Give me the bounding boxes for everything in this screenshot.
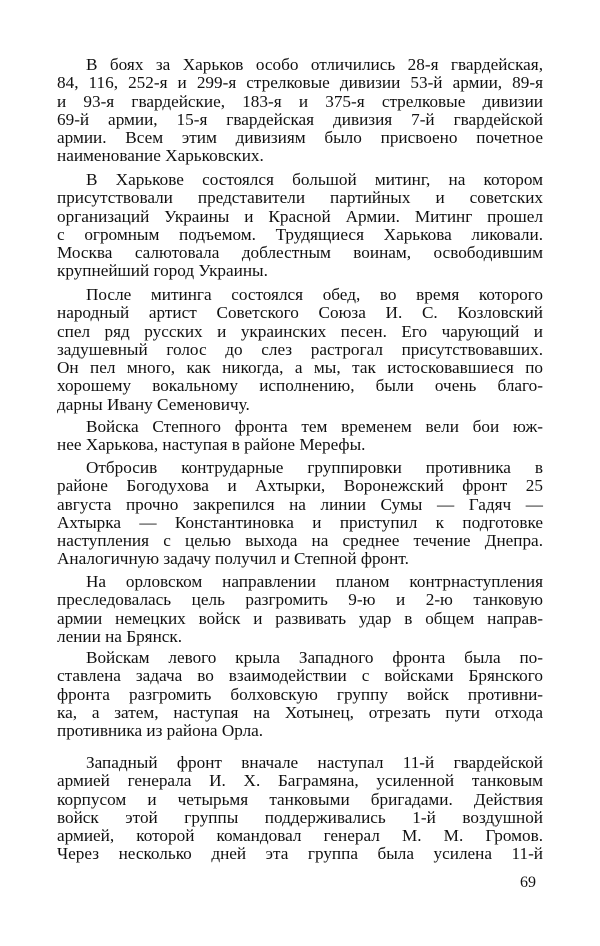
text-line: Западный фронт вначале наступал 11-й гвардейской [86,753,543,772]
text-line: армией, которой командовал генерал М. М. Громов. [57,826,543,846]
text-line: армии. Всем этим дивизиям было присвоено почетное [57,128,543,148]
paragraph [57,573,543,646]
text-line: ставлена задача во взаимодействии с войсками Брянского [57,666,543,686]
text-line: армии немецких войск и развивать удар в общем направ- [57,608,543,628]
text-line: Аналогичную задачу получил и Степной фронт. [57,549,409,569]
text-line: с огромным подъемом. Трудящиеся Харькова ликовали. [57,224,543,244]
text-line: 69-й армии, 15-я гвардейская дивизия 7-й гвардейской [57,109,543,129]
text-line: задушевный голос до слез растрогал присутствовавших. [57,339,543,359]
text-line: Ахтырка — Константиновка и приступил к подготовке [57,512,543,532]
text-line: армией генерала И. Х. Баграмяна, усиленной танковым [57,771,543,791]
paragraph [57,56,543,166]
text-line: ка, а затем, наступая на Хотынец, отрезать пути отхода [57,702,543,722]
paragraph [57,754,543,864]
text-line: фронта разгромить болховскую группу войск противни- [57,684,543,704]
paragraph [57,286,543,414]
text-line: Отбросив контрударные группировки противника в [86,458,543,477]
text-line: хорошему вокальному исполнению, были очень благо- [57,376,543,396]
paragraph [57,649,543,740]
text-line: организаций Украины и Красной Армии. Митинг прошел [57,206,543,226]
text-line: августа прочно закрепился на линии Сумы — Гадяч — [57,494,543,514]
text-line: дарны Ивану Семеновичу. [57,394,250,414]
text-line: спел ряд русских и украинских песен. Его чарующий и [57,321,543,341]
text-line: Войска Степного фронта тем временем вели бои юж- [86,417,543,436]
text-line: В боях за Харьков особо отличились 28-я гвардейская, [86,55,543,74]
text-line: корпусом и четырьмя танковыми бригадами. Действия [57,789,543,809]
text-line: присутствовали представители партийных и советских [57,188,543,208]
paragraph [57,459,543,569]
text-line: наименование Харьковских. [57,146,264,166]
text-line: нее Харькова, наступая в районе Мерефы. [57,435,366,455]
text-line: Через несколько дней эта группа была усилена 11-й [57,844,543,864]
text-line: После митинга состоялся обед, во время которого [86,285,543,304]
text-line: Войскам левого крыла Западного фронта была по- [86,648,543,667]
text-line: На орловском направлении планом контрнаступления [86,572,543,591]
text-line: противника из района Орла. [57,721,264,741]
text-line: Москва салютовала доблестным воинам, освободившим [57,243,543,263]
text-line: Он пел много, как никогда, а мы, так истосковавшиеся по [57,358,543,378]
page-number: 69 [520,874,536,891]
text-line: и 93-я гвардейские, 183-я и 375-я стрелковые дивизии [57,91,543,111]
paragraph [57,418,543,455]
text-line: наступления с целью выхода на среднее течение Днепра. [57,531,543,551]
text-line: народный артист Советского Союза И. С. Козловский [57,303,543,323]
text-line: лении на Брянск. [57,626,183,646]
text-line: войск этой группы поддерживались 1-й воздушной [57,807,543,827]
paragraph [57,171,543,281]
text-line: В Харькове состоялся большой митинг, на котором [86,170,543,189]
text-line: крупнейший город Украины. [57,261,268,281]
text-line: 84, 116, 252-я и 299-я стрелковые дивизии 53-й армии, 89-я [57,73,543,93]
text-line: районе Богодухова и Ахтырки, Воронежский фронт 25 [57,476,543,496]
text-line: преследовалась цель разгромить 9-ю и 2-ю танковую [57,590,543,610]
